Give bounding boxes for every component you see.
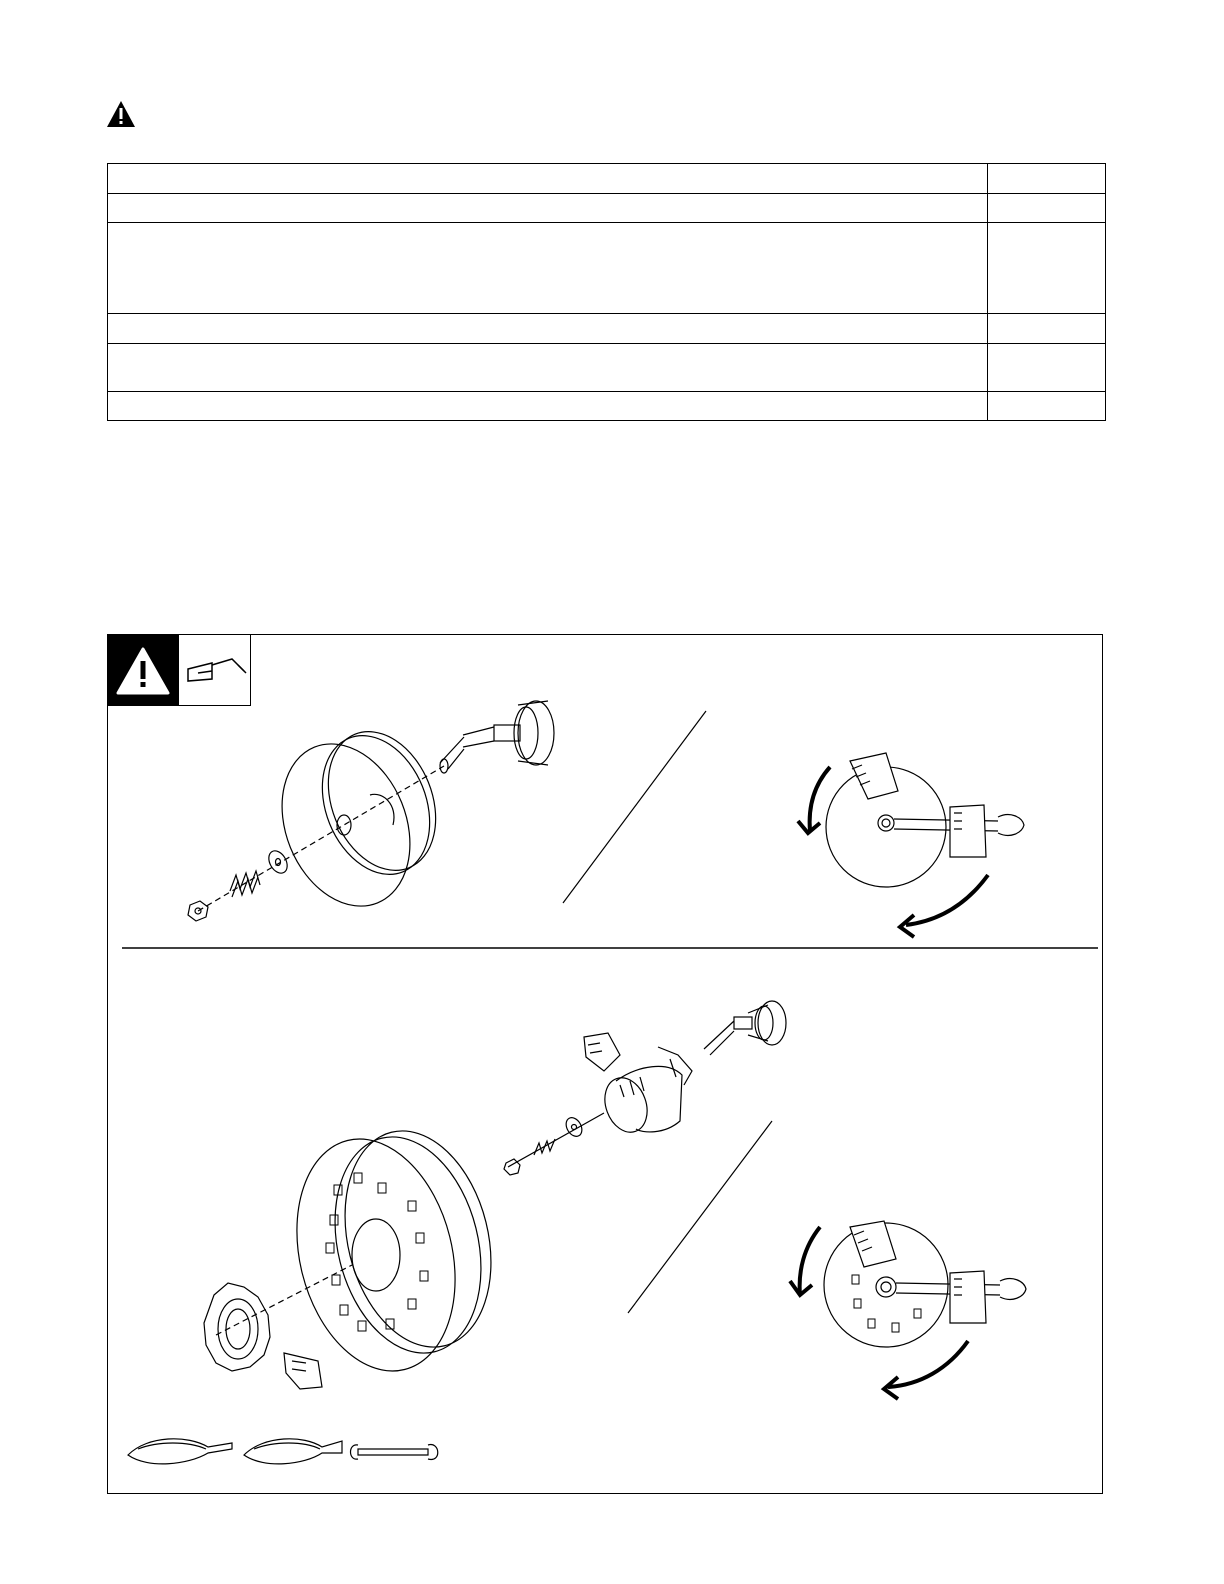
- spindle-hub-top: [440, 701, 554, 773]
- task-cell: [108, 344, 988, 392]
- open-end-wrench-icon: [351, 1445, 438, 1460]
- callout-line-top: [563, 711, 706, 903]
- safety-goggles-icon: [188, 659, 246, 681]
- safety-badge-drawing: [108, 635, 252, 707]
- task-cell: [108, 223, 988, 314]
- callout-line-bottom: [628, 1121, 772, 1313]
- table-row: [108, 194, 1106, 223]
- wrench-detail-bottom: [790, 1221, 1026, 1399]
- interval-cell: [988, 194, 1106, 223]
- table-row: [108, 392, 1106, 421]
- spindle-hub-bottom: [704, 1001, 786, 1055]
- axis-line-bottom-a: [508, 1113, 604, 1167]
- wire-spool-bottom: [274, 1115, 513, 1388]
- interval-cell: [988, 223, 1106, 314]
- wire-spool-top: [259, 716, 455, 926]
- task-cell: [108, 164, 988, 194]
- spool-installation-figure: [107, 634, 1103, 1494]
- wrench-detail-top: [798, 753, 1024, 937]
- spring-top: [230, 871, 260, 897]
- task-cell: [108, 314, 988, 344]
- table-row: [108, 344, 1106, 392]
- interval-cell: [988, 392, 1106, 421]
- washer-bottom: [563, 1115, 585, 1139]
- needle-nose-pliers-icon: [128, 1439, 232, 1464]
- interval-cell: [988, 314, 1106, 344]
- task-cell: [108, 194, 988, 223]
- table-row: [108, 223, 1106, 314]
- maintenance-table: [107, 163, 1106, 421]
- task-cell: [108, 392, 988, 421]
- table-row: [108, 314, 1106, 344]
- pointing-hand-knob: [284, 1353, 322, 1389]
- pointing-hand-adapter: [584, 1033, 620, 1071]
- warning-triangle-icon: [118, 649, 168, 693]
- washer-top: [265, 848, 291, 877]
- warning-triangle-icon: [106, 100, 136, 128]
- interval-cell: [988, 164, 1106, 194]
- safety-badge: [107, 634, 251, 706]
- interval-cell: [988, 344, 1106, 392]
- table-row: [108, 164, 1106, 194]
- figure-drawing: [108, 635, 1104, 1495]
- locking-knob: [204, 1283, 270, 1371]
- axis-line-bottom-b: [216, 1265, 352, 1335]
- wire-cutter-icon: [244, 1439, 342, 1464]
